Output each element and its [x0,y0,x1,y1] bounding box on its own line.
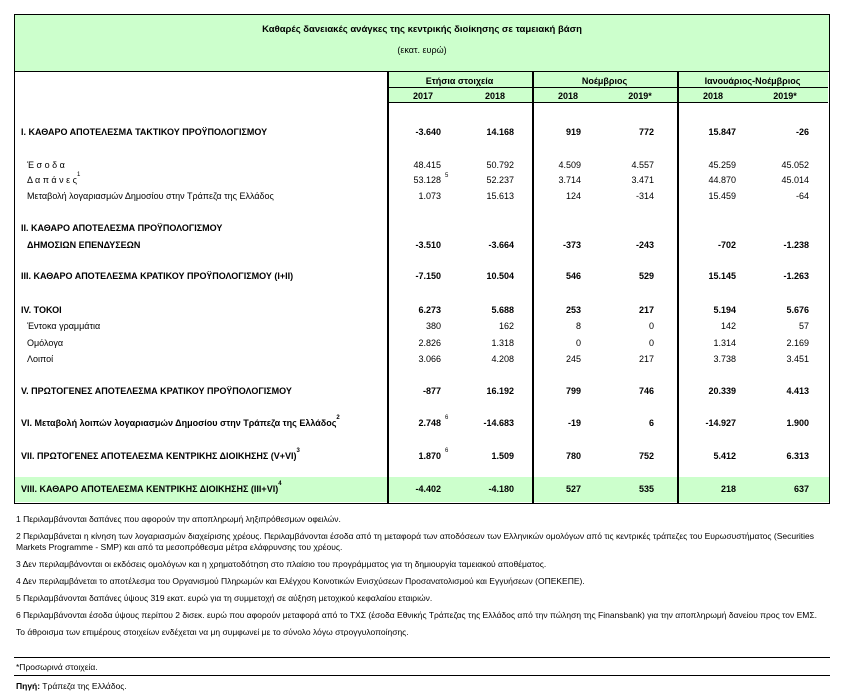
table-row: V. ΠΡΩΤΟΓΕΝΕΣ ΑΠΟΤΕΛΕΣΜΑ ΚΡΑΤΙΚΟΥ ΠΡΟΫΠΟΛΟΓΙΣΜΟΥ -877 16.192 799 746 20.339 4.413 [21,386,809,396]
column-group-november [532,72,677,103]
table-row: III. ΚΑΘΑΡΟ ΑΠΟΤΕΛΕΣΜΑ ΚΡΑΤΙΚΟΥ ΠΡΟΫΠΟΛΟΓΙΣΜΟΥ (I+II) -7.150 10.504 546 529 15.145 -1.263 [21,271,809,281]
footnote: 6 Περιλαμβάνονται έσοδα ύψους περίπου 2 δισεκ. ευρώ που αφορούν μεταφορά από το ΤΧΣ (έσοδα Εθνικής Τράπεζας της Ελλάδος από την πώληση της Finansbank) για την αποπληρωμή δανείου προς τον ΕΜΣ. [16,610,817,620]
row-label: ΔΗΜΟΣΙΩΝ ΕΠΕΝΔΥΣΕΩΝ [27,240,141,250]
footnote: 4 Δεν περιλαμβάνεται το αποτέλεσμα του Οργανισμού Πληρωμών και Ελέγχου Κοινοτικών Ενισχύσεων Προσανατολισμού και Εγγυήσεων (ΟΠΕΚΕΠΕ). [16,576,585,586]
table-title: Καθαρές δανειακές ανάγκες της κεντρικής διοίκησης σε ταμειακή βάση [262,24,582,35]
source-note: Πηγή: Τράπεζα της Ελλάδος. [16,681,127,691]
table-row: Ομόλογα 2.826 1.318 0 0 1.314 2.169 [27,338,809,348]
table-row-total: VIII. ΚΑΘΑΡΟ ΑΠΟΤΕΛΕΣΜΑ ΚΕΝΤΡΙΚΗΣ ΔΙΟΙΚΗΣΗΣ (III+VI) 4 -4.402 -4.180 527 535 218 637 [21,481,809,494]
divider [14,675,830,676]
column-group-annual [387,72,532,103]
footnote-ref: 5 [445,173,449,179]
column-group-label: Νοέμβριος [581,76,628,86]
table-row: VI. Μεταβολή λοιπών λογαριασμών Δημοσίου στην Τράπεζα της Ελλάδος 2 2.748 6 -14.683 -19 6 -14.927 1.900 [21,415,809,428]
footnote-ref: 4 [278,481,282,487]
column-year: 2018 [702,91,724,101]
footnotes [16,514,831,644]
column-group-label: Ετήσια στοιχεία [425,76,494,86]
column-group-jan-nov [677,72,828,103]
row-label: Έντοκα γραμμάτια [27,321,101,331]
row-label: Δ α π ά ν ε ς 1 [27,172,81,185]
row-label: VI. Μεταβολή λοιπών λογαριασμών Δημοσίου στην Τράπεζα της Ελλάδος 2 [21,415,340,428]
column-year: 2018 [484,91,506,101]
column-year: 2018 [557,91,579,101]
row-label: Ομόλογα [27,338,64,348]
row-label: IV. ΤΟΚΟΙ [21,305,62,315]
table-row: Δ α π ά ν ε ς 1 53.128 5 52.237 3.714 3.471 44.870 45.014 [27,172,809,185]
footnote-ref: 3 [296,448,300,454]
row-label: VIII. ΚΑΘΑΡΟ ΑΠΟΤΕΛΕΣΜΑ ΚΕΝΤΡΙΚΗΣ ΔΙΟΙΚΗΣΗΣ (III+VI) 4 [21,481,282,494]
table-row: Μεταβολή λογαριασμών Δημοσίου στην Τράπεζα της Ελλάδος 1.073 15.613 124 -314 15.459 -64 [27,191,809,201]
row-label: Μεταβολή λογαριασμών Δημοσίου στην Τράπεζα της Ελλάδος [27,191,274,201]
provisional-note: *Προσωρινά στοιχεία. [16,662,98,672]
row-label: II. ΚΑΘΑΡΟ ΑΠΟΤΕΛΕΣΜΑ ΠΡΟΫΠΟΛΟΓΙΣΜΟΥ [21,223,223,233]
footnote-ref: 6 [445,415,449,421]
column-group-label: Ιανουάριος-Νοέμβριος [704,76,801,86]
table-row: IV. ΤΟΚΟΙ 6.273 5.688 253 217 5.194 5.676 [21,305,809,315]
row-label: Λοιποί [27,354,54,364]
divider [14,657,830,658]
column-year: 2017 [412,91,434,101]
table-row: Έ σ ο δ α 48.415 50.792 4.509 4.557 45.259 45.052 [27,160,809,170]
table-row: I. ΚΑΘΑΡΟ ΑΠΟΤΕΛΕΣΜΑ ΤΑΚΤΙΚΟΥ ΠΡΟΫΠΟΛΟΓΙΣΜΟΥ -3.640 14.168 919 772 15.847 -26 [21,127,809,137]
table-row: ΔΗΜΟΣΙΩΝ ΕΠΕΝΔΥΣΕΩΝ -3.510 -3.664 -373 -243 -702 -1.238 [27,240,809,250]
row-label: III. ΚΑΘΑΡΟ ΑΠΟΤΕΛΕΣΜΑ ΚΡΑΤΙΚΟΥ ΠΡΟΫΠΟΛΟΓΙΣΜΟΥ (I+II) [21,271,294,281]
table-row: Λοιποί 3.066 4.208 245 217 3.738 3.451 [27,354,809,364]
row-label: I. ΚΑΘΑΡΟ ΑΠΟΤΕΛΕΣΜΑ ΤΑΚΤΙΚΟΥ ΠΡΟΫΠΟΛΟΓΙΣΜΟΥ [21,127,268,137]
table-subtitle: (εκατ. ευρώ) [397,45,447,55]
column-year: 2019* [773,91,797,101]
footnote-ref: 6 [445,448,449,454]
rounding-note: Το άθροισμα των επιμέρους στοιχείων ενδέχεται να μη συμφωνεί με το σύνολο λόγω στρογγυλοποίησης. [16,627,409,637]
column-year: 2019* [628,91,652,101]
footnote-ref: 1 [76,172,81,178]
table-header [15,15,829,72]
footnote: 1 Περιλαμβάνονται δαπάνες που αφορούν την αποπληρωμή ληξιπρόθεσμων οφειλών. [16,514,341,524]
table-frame [14,14,830,504]
footnote: 5 Περιλαμβάνονται δαπάνες ύψους 319 εκατ. ευρώ για τη συμμετοχή σε αύξηση μετοχικού κεφαλαίου εταιριών. [16,593,433,603]
row-label: V. ΠΡΩΤΟΓΕΝΕΣ ΑΠΟΤΕΛΕΣΜΑ ΚΡΑΤΙΚΟΥ ΠΡΟΫΠΟΛΟΓΙΣΜΟΥ [21,386,292,396]
footnote: 2 Περιλαμβάνεται η κίνηση των λογαριασμών διαχείρισης χρέους. Περιλαμβάνονται έσοδα από τη μεταφορά των αποδόσεων των Ελληνικών ομολόγων από τις κεντρικές τράπεζες του Ευρωσυστήματος (Securities Markets Programme - SMP) και από τα μεσοπρόθεσμα μέτρα ελάφρυνσης του χρέους. [16,531,815,552]
table-row: Έντοκα γραμμάτια 380 162 8 0 142 57 [27,321,809,331]
table-row [15,223,829,235]
footnote-ref: 2 [336,415,340,421]
footnote: 3 Δεν περιλαμβάνονται οι εκδόσεις ομολόγων και η χρηματοδότηση στο πλαίσιο του προγράμματος για τη δημιουργία ταμειακού αποθέματος. [16,559,547,569]
table-row: VII. ΠΡΩΤΟΓΕΝΕΣ ΑΠΟΤΕΛΕΣΜΑ ΚΕΝΤΡΙΚΗΣ ΔΙΟΙΚΗΣΗΣ (V+VI) 3 1.870 6 1.509 780 752 5.412 6.313 [21,448,809,461]
row-label: Έ σ ο δ α [27,160,65,170]
row-label: VII. ΠΡΩΤΟΓΕΝΕΣ ΑΠΟΤΕΛΕΣΜΑ ΚΕΝΤΡΙΚΗΣ ΔΙΟΙΚΗΣΗΣ (V+VI) 3 [21,448,300,461]
